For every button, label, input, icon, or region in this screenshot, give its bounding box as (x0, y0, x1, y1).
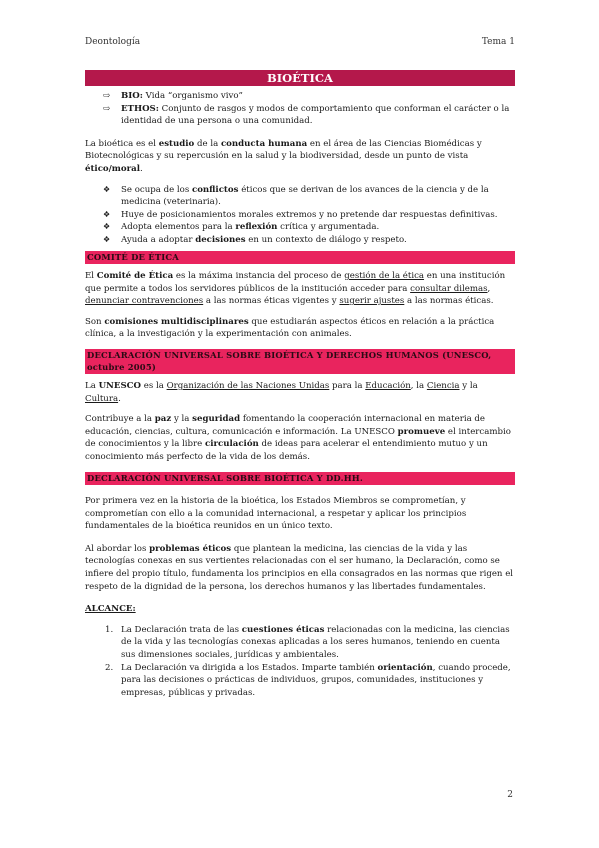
ethics-committee-paragraph: El Comité de Ética es la máxima instancia del proceso de gestión de la ética en una institución que permite a todos los servidores públicos de la institución acceder para consultar dilemas, denunciar contravenciones a las normas éticas vigentes y sugerir ajustes a las normas éticas. (85, 271, 506, 307)
declaration-paragraph: Por primera vez en la historia de la bioética, los Estados Miembros se comprometían, y comprometían con ello a la comunidad internacional, a respetar y aplicar los principios fundamentales de la bioética reunidos en un único texto. (85, 496, 467, 532)
section-heading-ethics-committee: COMITÉ DE ÉTICA (85, 251, 515, 265)
section-heading-declaration-ddhh: DECLARACIÓN UNIVERSAL SOBRE BIOÉTICA Y DD.HH. (85, 472, 515, 486)
definition-list (85, 90, 515, 128)
bioethics-paragraph: La bioética es el estudio de la conducta humana en el área de las Ciencias Biomédicas y Biotecnológicas y su repercusión en la salud y la biodiversidad, desde un punto de vista ético/moral. (85, 138, 482, 174)
page-title: BIOÉTICA (85, 70, 515, 86)
bioethics-features-list (85, 184, 515, 247)
list-item (85, 103, 515, 128)
scope-heading: ALCANCE: (85, 604, 136, 615)
arrow-icon: ⇨ (103, 103, 111, 114)
term-text: Vida “organismo vivo” (142, 91, 243, 101)
unesco-contribution-paragraph: Contribuye a la paz y la seguridad fomentando la cooperación internacional en materia de educación, ciencias, cultura, comunicación e información. La UNESCO promueve el intercambio de conocimientos y la libre circulación de ideas para acelerar el entendimiento mutuo y un conocimiento más perfecto de la vida de los demás. (85, 414, 511, 462)
committees-paragraph: Son comisiones multidisciplinares que estudiarán aspectos éticos en relación a la práctica clínica, a la investigación y la experimentación con animales. (85, 316, 495, 340)
scope-list (85, 624, 515, 700)
term-text: Conjunto de rasgos y modos de comportamiento que conforman el carácter o la identidad de una persona o una comunidad. (121, 103, 510, 127)
list-item: ❖ Se ocupa de los conflictos éticos que se derivan de los avances de la ciencia y de la medicina (veterinaria). (103, 184, 489, 208)
list-item: ❖ Ayuda a adoptar decisiones en un contexto de diálogo y respeto. (103, 234, 407, 245)
ethical-problems-paragraph: Al abordar los problemas éticos que plantean la medicina, las ciencias de la vida y las tecnologías conexas en sus vertientes relacionadas con el ser humano, la Declaración, como se infiere del propio título, fundamenta los principios en ella consagrados en las normas que rigen el respeto de la dignidad de la persona, los derechos humanos y las libertades fundamentales. (85, 543, 514, 592)
diamond-bullet-icon: ❖ (103, 209, 111, 219)
header-topic: Tema 1 (481, 37, 515, 47)
header-subject: Deontología (85, 37, 141, 47)
list-item: ❖ Adopta elementos para la reflexión crítica y argumentada. (103, 222, 380, 233)
page-number: 2 (507, 790, 513, 800)
diamond-bullet-icon: ❖ (103, 234, 111, 244)
list-item (85, 90, 515, 103)
diamond-bullet-icon: ❖ (103, 222, 111, 232)
list-item: ❖ Huye de posicionamientos morales extremos y no pretende dar respuestas definitivas. (103, 209, 498, 220)
term-label: ETHOS: (121, 103, 159, 114)
unesco-paragraph: La UNESCO es la Organización de las Naciones Unidas para la Educación, la Ciencia y la Cultura. (85, 381, 478, 404)
list-item: 2. La Declaración va dirigida a los Estados. Imparte también orientación, cuando procede, para las decisiones o prácticas de individuos, grupos, comunidades, instituciones y empresas, públicas y privadas. (105, 662, 511, 698)
section-heading-unesco-declaration: DECLARACIÓN UNIVERSAL SOBRE BIOÉTICA Y DERECHOS HUMANOS (UNESCO, octubre 2005) (85, 349, 515, 374)
page-content (85, 70, 515, 699)
diamond-bullet-icon: ❖ (103, 184, 111, 194)
term-label: BIO: (121, 91, 143, 101)
list-item: 1. La Declaración trata de las cuestiones éticas relacionadas con la medicina, las ciencias de la vida y las tecnologías conexas aplicadas a los seres humanos, teniendo en cuenta sus dimensiones sociales, jurídicas y ambientales. (105, 624, 510, 660)
arrow-icon: ⇨ (103, 91, 111, 101)
